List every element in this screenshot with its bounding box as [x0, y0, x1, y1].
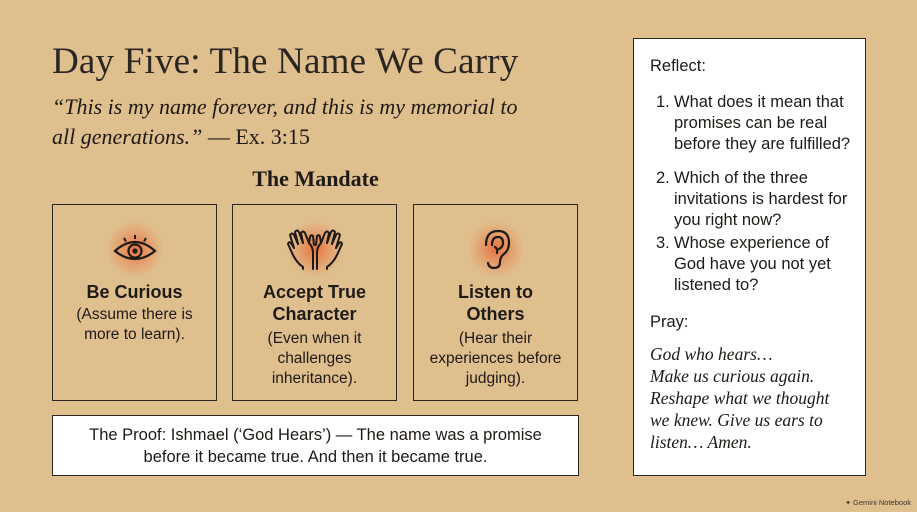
card-description [422, 329, 569, 389]
card-title [420, 281, 571, 325]
card-description-line: (Assume there is [76, 306, 193, 323]
proof-box [52, 415, 579, 476]
question-line: you right now? [674, 211, 782, 229]
watermark-text: Gemini Notebook [853, 498, 911, 507]
quote-line-1: “This is my name forever, and this is my memorial to [52, 94, 518, 119]
prayer-line: we knew. Give us ears to [650, 410, 823, 430]
question-line: listened to? [674, 276, 759, 294]
question-text [674, 233, 866, 296]
open-hands-icon [285, 227, 345, 271]
quote-line-2: all generations.” [52, 124, 203, 149]
pray-label: Pray: [650, 313, 689, 331]
card-description-line: (Even when it [267, 330, 362, 347]
question-line: What does it mean that [674, 93, 844, 111]
quote-reference: — Ex. 3:15 [202, 124, 310, 149]
sparkle-icon: ✦ [845, 500, 852, 507]
card-description-line: challenges [277, 350, 352, 367]
card-description-line: experiences before [429, 350, 562, 367]
prayer-text [650, 343, 865, 453]
prayer-line: Make us curious again. [650, 366, 815, 386]
question-line: Whose experience of [674, 234, 830, 252]
card-title-line: Character [272, 304, 357, 324]
question-line: invitations is hardest for [674, 190, 848, 208]
question-number: 2. [656, 169, 670, 187]
prayer-line: God who hears… [650, 344, 773, 364]
card-title-line: Accept True [262, 282, 367, 302]
reflect-question-1 [656, 92, 866, 155]
reflect-pray-panel [633, 38, 866, 476]
reflect-label: Reflect: [650, 57, 706, 75]
mandate-card-be-curious [52, 204, 217, 401]
proof-line-1: The Proof: Ishmael (‘God Hears’) — The name was a promise [89, 426, 542, 444]
mandate-card-listen-to-others [413, 204, 578, 401]
card-title: Be Curious [86, 282, 183, 302]
question-line: God have you not yet [674, 255, 831, 273]
ear-icon [479, 227, 513, 271]
prayer-line: listen… Amen. [650, 432, 752, 452]
card-description [61, 305, 208, 345]
question-number: 3. [656, 234, 670, 252]
card-description-line: more to learn). [84, 326, 185, 343]
scripture-quote [52, 92, 622, 152]
card-title [239, 281, 390, 325]
card-description-line: judging). [465, 370, 526, 387]
question-line: promises can be real [674, 114, 828, 132]
card-description [241, 329, 388, 389]
card-title-line: Listen to [458, 282, 533, 302]
question-text [674, 168, 866, 231]
question-line: Which of the three [674, 169, 808, 187]
reflect-question-2 [656, 168, 866, 231]
page-title: Day Five: The Name We Carry [52, 41, 519, 82]
watermark [845, 498, 911, 507]
card-title-line: Others [466, 304, 525, 324]
mandate-card-accept-true-character [232, 204, 397, 401]
mandate-heading: The Mandate [252, 166, 379, 191]
question-line: before they are fulfilled? [674, 135, 851, 153]
question-number: 1. [656, 93, 670, 111]
eye-icon [112, 234, 158, 264]
proof-line-2: before it became true. And then it became true. [143, 448, 488, 466]
prayer-line: Reshape what we thought [650, 388, 830, 408]
question-text [674, 92, 866, 155]
reflect-question-3 [656, 233, 866, 296]
card-description-line: (Hear their [458, 330, 533, 347]
card-description-line: inheritance). [271, 370, 358, 387]
